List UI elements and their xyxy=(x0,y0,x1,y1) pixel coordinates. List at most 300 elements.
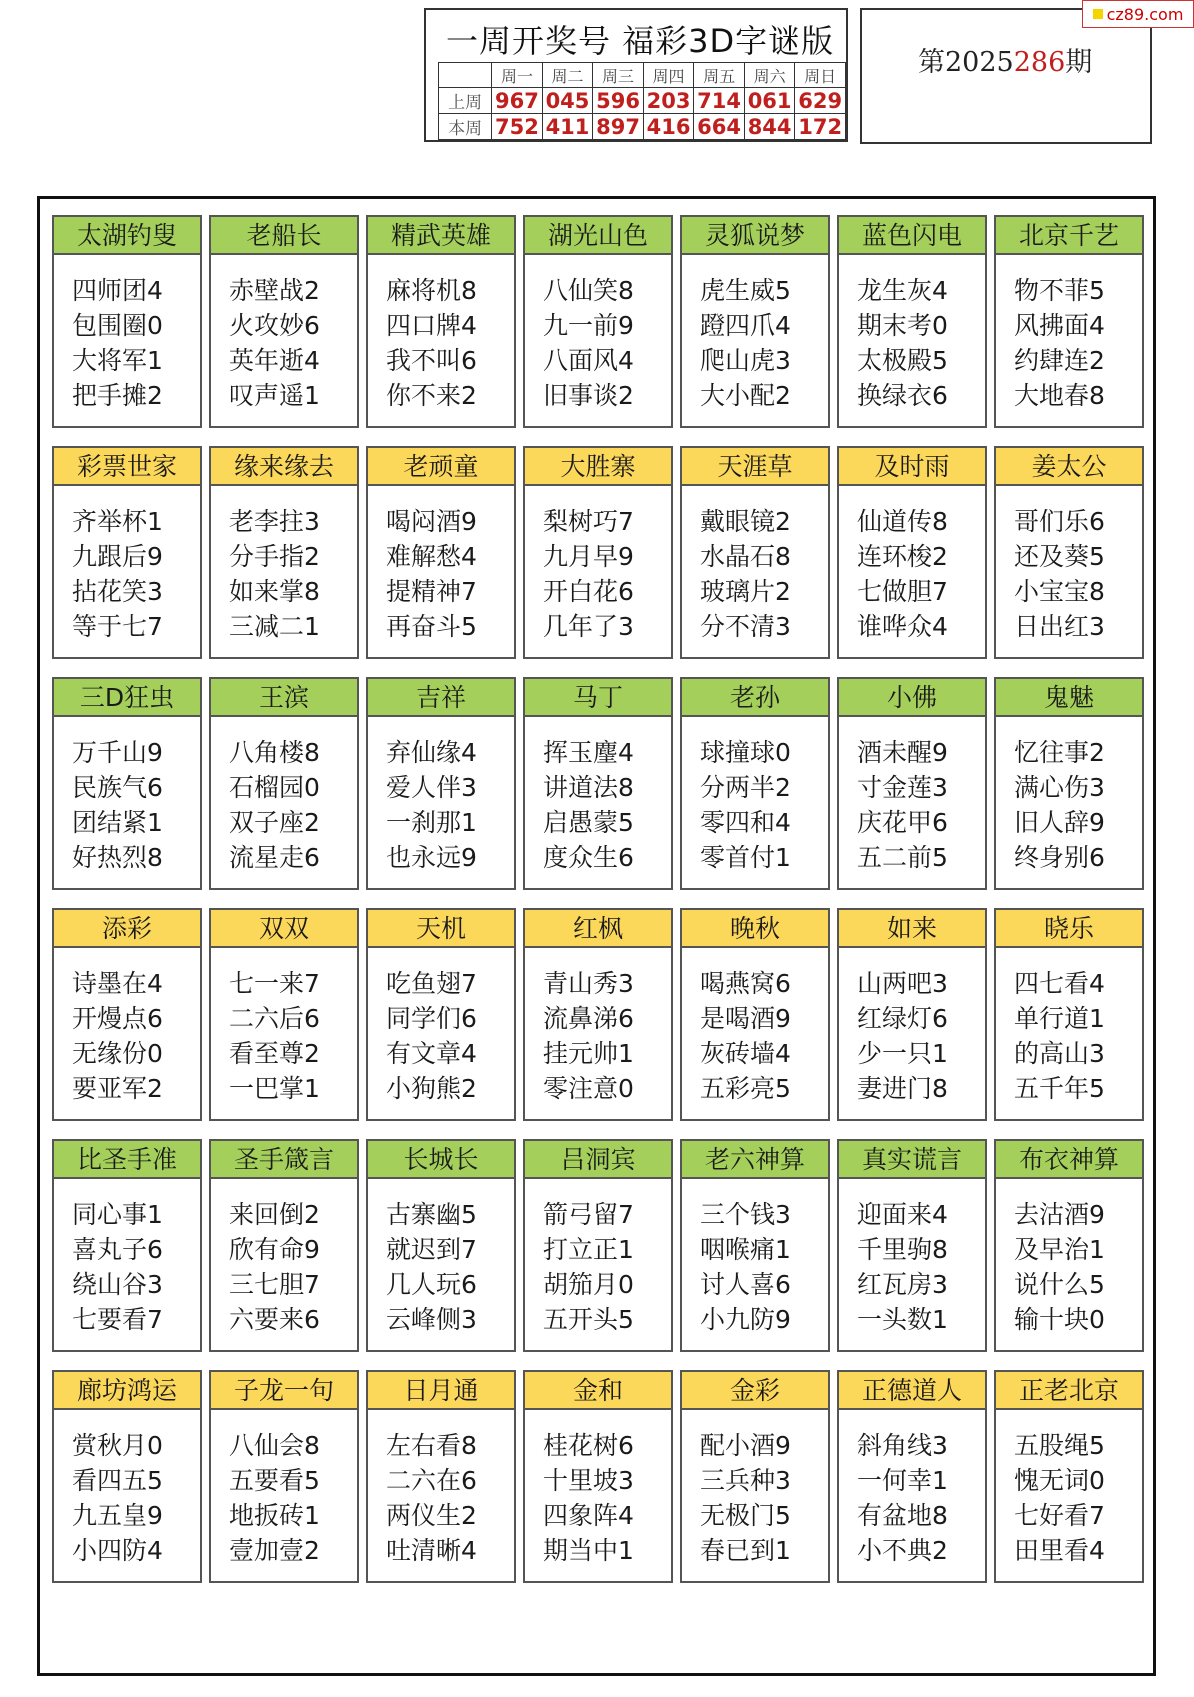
clue-line: 同学们6 xyxy=(386,1004,477,1033)
card-body xyxy=(525,1410,671,1568)
clue-line: 满心伤3 xyxy=(1014,773,1105,802)
puzzle-card xyxy=(994,446,1144,659)
weekday-header-row xyxy=(439,63,846,88)
clue-line: 戴眼镜2 xyxy=(700,507,791,536)
card-title: 真实谎言 xyxy=(839,1141,985,1179)
weekday-header: 周五 xyxy=(694,63,745,88)
puzzle-card xyxy=(209,677,359,890)
clue-line: 我不叫6 xyxy=(386,346,477,375)
puzzle-card xyxy=(366,446,516,659)
puzzle-card xyxy=(680,908,830,1121)
card-body xyxy=(368,1179,514,1337)
clue-line: 爬山虎3 xyxy=(700,346,791,375)
clue-line: 青山秀3 xyxy=(543,969,634,998)
clue-line: 虎生威5 xyxy=(700,276,791,305)
clue-line: 壹加壹2 xyxy=(229,1536,320,1565)
clue-line: 五千年5 xyxy=(1014,1074,1105,1103)
clue-line: 欣有命9 xyxy=(229,1235,320,1264)
card-body xyxy=(54,717,200,875)
puzzle-card xyxy=(523,215,673,428)
clue-line: 小不典2 xyxy=(857,1536,948,1565)
clue-line: 五二前5 xyxy=(857,843,948,872)
clue-line: 启愚蒙5 xyxy=(543,808,634,837)
card-title: 缘来缘去 xyxy=(211,448,357,486)
puzzle-card xyxy=(680,1139,830,1352)
clue-line: 迎面来4 xyxy=(857,1200,948,1229)
puzzle-card xyxy=(837,1370,987,1583)
card-body xyxy=(211,486,357,644)
card-body xyxy=(682,948,828,1106)
clue-line: 你不来2 xyxy=(386,381,477,410)
clue-line: 麻将机8 xyxy=(386,276,477,305)
clue-line: 八角楼8 xyxy=(229,738,320,767)
clue-line: 等于七7 xyxy=(72,612,163,641)
card-body xyxy=(211,717,357,875)
card-body xyxy=(682,1179,828,1337)
card-title: 彩票世家 xyxy=(54,448,200,486)
clue-line: 山两吧3 xyxy=(857,969,948,998)
puzzle-card xyxy=(994,677,1144,890)
card-title: 晓乐 xyxy=(996,910,1142,948)
card-body xyxy=(996,1410,1142,1568)
puzzle-card xyxy=(209,1370,359,1583)
puzzle-card xyxy=(52,446,202,659)
clue-line: 寸金莲3 xyxy=(857,773,948,802)
clue-line: 无极门5 xyxy=(700,1501,791,1530)
puzzle-card xyxy=(994,1139,1144,1352)
draw-number: 596 xyxy=(593,88,644,114)
clue-line: 日出红3 xyxy=(1014,612,1105,641)
issue-box xyxy=(860,8,1152,144)
clue-line: 谁哗众4 xyxy=(857,612,948,641)
card-body xyxy=(368,486,514,644)
draw-number: 967 xyxy=(492,88,543,114)
clue-line: 七好看7 xyxy=(1014,1501,1105,1530)
card-body xyxy=(839,486,985,644)
clue-line: 同心事1 xyxy=(72,1200,163,1229)
weekday-header: 周一 xyxy=(492,63,543,88)
card-body xyxy=(996,255,1142,413)
card-title: 双双 xyxy=(211,910,357,948)
clue-line: 包围圈0 xyxy=(72,311,163,340)
card-body xyxy=(54,1410,200,1568)
card-body xyxy=(211,1410,357,1568)
clue-line: 小宝宝8 xyxy=(1014,577,1105,606)
clue-line: 诗墨在4 xyxy=(72,969,163,998)
puzzle-card xyxy=(680,446,830,659)
clue-line: 少一只1 xyxy=(857,1039,948,1068)
card-title: 长城长 xyxy=(368,1141,514,1179)
clue-line: 玻璃片2 xyxy=(700,577,791,606)
draw-number: 416 xyxy=(643,114,694,140)
header-title-box xyxy=(424,8,848,142)
clue-line: 喜丸子6 xyxy=(72,1235,163,1264)
puzzle-card xyxy=(52,677,202,890)
clue-line: 四口牌4 xyxy=(386,311,477,340)
puzzle-card xyxy=(523,446,673,659)
card-body xyxy=(682,486,828,644)
clue-line: 分两半2 xyxy=(700,773,791,802)
clue-line: 就迟到7 xyxy=(386,1235,477,1264)
card-title: 吕洞宾 xyxy=(525,1141,671,1179)
clue-line: 四七看4 xyxy=(1014,969,1105,998)
card-title: 金彩 xyxy=(682,1372,828,1410)
clue-line: 三兵种3 xyxy=(700,1466,791,1495)
clue-line: 太极殿5 xyxy=(857,346,948,375)
clue-line: 有文章4 xyxy=(386,1039,477,1068)
clue-line: 五开头5 xyxy=(543,1305,634,1334)
card-title: 天涯草 xyxy=(682,448,828,486)
clue-line: 挥玉麈4 xyxy=(543,738,634,767)
card-title: 精武英雄 xyxy=(368,217,514,255)
puzzle-card xyxy=(209,908,359,1121)
weekly-draw-table xyxy=(438,62,846,140)
card-body xyxy=(996,717,1142,875)
card-title: 太湖钓叟 xyxy=(54,217,200,255)
card-title: 天机 xyxy=(368,910,514,948)
card-body xyxy=(996,948,1142,1106)
clue-line: 七做胆7 xyxy=(857,577,948,606)
draw-number: 752 xyxy=(492,114,543,140)
puzzle-card xyxy=(837,215,987,428)
weekday-header: 周二 xyxy=(542,63,593,88)
card-title: 如来 xyxy=(839,910,985,948)
clue-line: 一刹那1 xyxy=(386,808,477,837)
clue-line: 庆花甲6 xyxy=(857,808,948,837)
card-body xyxy=(839,717,985,875)
card-title: 吉祥 xyxy=(368,679,514,717)
clue-line: 来回倒2 xyxy=(229,1200,320,1229)
clue-line: 三七胆7 xyxy=(229,1270,320,1299)
clue-line: 也永远9 xyxy=(386,843,477,872)
clue-line: 叹声遥1 xyxy=(229,381,320,410)
clue-line: 拈花笑3 xyxy=(72,577,163,606)
clue-line: 民族气6 xyxy=(72,773,163,802)
issue-label xyxy=(918,40,1092,79)
page-title: 一周开奖号 福彩3D字谜版 xyxy=(446,22,835,60)
clue-line: 约肆连2 xyxy=(1014,346,1105,375)
puzzle-card xyxy=(994,215,1144,428)
clue-line: 开熳点6 xyxy=(72,1004,163,1033)
clue-line: 弃仙缘4 xyxy=(386,738,477,767)
clue-line: 九跟后9 xyxy=(72,542,163,571)
card-title: 布衣神算 xyxy=(996,1141,1142,1179)
clue-line: 春已到1 xyxy=(700,1536,791,1565)
clue-line: 喝闷酒9 xyxy=(386,507,477,536)
card-title: 蓝色闪电 xyxy=(839,217,985,255)
clue-line: 有盆地8 xyxy=(857,1501,948,1530)
draw-number: 629 xyxy=(795,88,846,114)
site-logo[interactable] xyxy=(1082,0,1194,28)
card-title: 鬼魅 xyxy=(996,679,1142,717)
clue-line: 说什么5 xyxy=(1014,1270,1105,1299)
card-title: 金和 xyxy=(525,1372,671,1410)
clue-line: 五股绳5 xyxy=(1014,1431,1105,1460)
clue-line: 妻进门8 xyxy=(857,1074,948,1103)
clue-line: 一头数1 xyxy=(857,1305,948,1334)
clue-line: 输十块0 xyxy=(1014,1305,1105,1334)
card-body xyxy=(54,948,200,1106)
puzzle-card xyxy=(366,215,516,428)
card-body xyxy=(839,948,985,1106)
clue-line: 把手摊2 xyxy=(72,381,163,410)
card-title: 小佛 xyxy=(839,679,985,717)
puzzle-card xyxy=(209,1139,359,1352)
draw-number: 664 xyxy=(694,114,745,140)
clue-line: 五要看5 xyxy=(229,1466,320,1495)
card-title: 灵狐说梦 xyxy=(682,217,828,255)
clue-line: 期末考0 xyxy=(857,311,948,340)
clue-line: 连环梭2 xyxy=(857,542,948,571)
card-body xyxy=(54,486,200,644)
card-body xyxy=(839,1410,985,1568)
clue-line: 分手指2 xyxy=(229,542,320,571)
clue-line: 终身别6 xyxy=(1014,843,1105,872)
logo-text: cz89.com xyxy=(1106,4,1184,24)
clue-line: 忆往事2 xyxy=(1014,738,1105,767)
puzzle-card xyxy=(523,1139,673,1352)
clue-line: 胡笳月0 xyxy=(543,1270,634,1299)
card-title: 老顽童 xyxy=(368,448,514,486)
clue-line: 老李拄3 xyxy=(229,507,320,536)
card-body xyxy=(54,255,200,413)
clue-line: 箭弓留7 xyxy=(543,1200,634,1229)
clue-line: 火攻妙6 xyxy=(229,311,320,340)
clue-line: 还及葵5 xyxy=(1014,542,1105,571)
clue-line: 期当中1 xyxy=(543,1536,634,1565)
card-title: 正德道人 xyxy=(839,1372,985,1410)
clue-line: 流星走6 xyxy=(229,843,320,872)
row-label: 本周 xyxy=(439,114,492,140)
puzzle-card xyxy=(52,1370,202,1583)
clue-line: 一巴掌1 xyxy=(229,1074,320,1103)
clue-line: 龙生灰4 xyxy=(857,276,948,305)
last-week-row xyxy=(439,88,846,114)
clue-line: 三减二1 xyxy=(229,612,320,641)
clue-line: 难解愁4 xyxy=(386,542,477,571)
card-body xyxy=(996,1179,1142,1337)
puzzle-card xyxy=(994,1370,1144,1583)
clue-line: 及早治1 xyxy=(1014,1235,1105,1264)
card-body xyxy=(682,1410,828,1568)
clue-line: 两仪生2 xyxy=(386,1501,477,1530)
weekday-header: 周三 xyxy=(593,63,644,88)
logo-square-icon xyxy=(1093,9,1103,19)
clue-line: 八仙笑8 xyxy=(543,276,634,305)
clue-line: 桂花树6 xyxy=(543,1431,634,1460)
clue-line: 要亚军2 xyxy=(72,1074,163,1103)
clue-line: 英年逝4 xyxy=(229,346,320,375)
puzzle-card xyxy=(837,677,987,890)
clue-line: 零四和4 xyxy=(700,808,791,837)
clue-line: 几年了3 xyxy=(543,612,634,641)
clue-line: 大地春8 xyxy=(1014,381,1105,410)
card-title: 廊坊鸿运 xyxy=(54,1372,200,1410)
puzzle-card xyxy=(52,1139,202,1352)
clue-line: 大将军1 xyxy=(72,346,163,375)
puzzle-card xyxy=(366,908,516,1121)
draw-number: 411 xyxy=(542,114,593,140)
card-title: 马丁 xyxy=(525,679,671,717)
card-title: 大胜寨 xyxy=(525,448,671,486)
card-title: 老船长 xyxy=(211,217,357,255)
clue-line: 大小配2 xyxy=(700,381,791,410)
clue-line: 二六后6 xyxy=(229,1004,320,1033)
card-body xyxy=(682,255,828,413)
clue-line: 零注意0 xyxy=(543,1074,634,1103)
card-title: 老孙 xyxy=(682,679,828,717)
puzzle-card xyxy=(209,215,359,428)
clue-line: 配小酒9 xyxy=(700,1431,791,1460)
clue-line: 九五皇9 xyxy=(72,1501,163,1530)
clue-line: 爱人伴3 xyxy=(386,773,477,802)
clue-line: 古寨幽5 xyxy=(386,1200,477,1229)
clue-line: 开白花6 xyxy=(543,577,634,606)
clue-line: 的高山3 xyxy=(1014,1039,1105,1068)
weekday-header: 周四 xyxy=(643,63,694,88)
puzzle-card xyxy=(523,1370,673,1583)
clue-line: 如来掌8 xyxy=(229,577,320,606)
clue-line: 赤壁战2 xyxy=(229,276,320,305)
clue-line: 去沽酒9 xyxy=(1014,1200,1105,1229)
clue-line: 喝燕窝6 xyxy=(700,969,791,998)
clue-line: 无缘份0 xyxy=(72,1039,163,1068)
card-title: 红枫 xyxy=(525,910,671,948)
card-title: 晚秋 xyxy=(682,910,828,948)
card-title: 王滨 xyxy=(211,679,357,717)
puzzle-card xyxy=(994,908,1144,1121)
clue-line: 万千山9 xyxy=(72,738,163,767)
puzzle-card xyxy=(366,1370,516,1583)
draw-number: 061 xyxy=(744,88,795,114)
clue-line: 分不清3 xyxy=(700,612,791,641)
clue-line: 换绿衣6 xyxy=(857,381,948,410)
puzzle-card xyxy=(52,215,202,428)
clue-line: 一何幸1 xyxy=(857,1466,948,1495)
clue-line: 蹬四爪4 xyxy=(700,311,791,340)
clue-line: 斜角线3 xyxy=(857,1431,948,1460)
clue-line: 九月早9 xyxy=(543,542,634,571)
clue-line: 水晶石8 xyxy=(700,542,791,571)
card-title: 北京千艺 xyxy=(996,217,1142,255)
puzzle-card xyxy=(680,1370,830,1583)
clue-line: 六要来6 xyxy=(229,1305,320,1334)
card-body xyxy=(525,255,671,413)
card-body xyxy=(996,486,1142,644)
clue-line: 灰砖墙4 xyxy=(700,1039,791,1068)
clue-line: 十里坡3 xyxy=(543,1466,634,1495)
puzzle-card xyxy=(52,908,202,1121)
clue-line: 零首付1 xyxy=(700,843,791,872)
clue-line: 红瓦房3 xyxy=(857,1270,948,1299)
clue-line: 七要看7 xyxy=(72,1305,163,1334)
puzzle-card xyxy=(680,677,830,890)
draw-number: 844 xyxy=(744,114,795,140)
draw-number: 045 xyxy=(542,88,593,114)
issue-prefix: 第2025 xyxy=(918,47,1014,78)
card-body xyxy=(368,1410,514,1568)
issue-suffix: 期 xyxy=(1065,47,1093,78)
clue-line: 哥们乐6 xyxy=(1014,507,1105,536)
draw-number: 897 xyxy=(593,114,644,140)
card-title: 日月通 xyxy=(368,1372,514,1410)
card-body xyxy=(682,717,828,875)
clue-line: 旧人辞9 xyxy=(1014,808,1105,837)
clue-line: 讲道法8 xyxy=(543,773,634,802)
clue-line: 地扳砖1 xyxy=(229,1501,320,1530)
card-title: 添彩 xyxy=(54,910,200,948)
puzzle-card xyxy=(680,215,830,428)
clue-line: 球撞球0 xyxy=(700,738,791,767)
clue-line: 三个钱3 xyxy=(700,1200,791,1229)
card-body xyxy=(211,255,357,413)
puzzle-card xyxy=(523,908,673,1121)
clue-line: 团结紧1 xyxy=(72,808,163,837)
clue-line: 小九防9 xyxy=(700,1305,791,1334)
card-body xyxy=(525,486,671,644)
puzzle-frame xyxy=(37,196,1156,1676)
clue-line: 八面风4 xyxy=(543,346,634,375)
puzzle-card xyxy=(837,1139,987,1352)
clue-line: 旧事谈2 xyxy=(543,381,634,410)
card-title: 子龙一句 xyxy=(211,1372,357,1410)
clue-line: 云峰侧3 xyxy=(386,1305,477,1334)
clue-line: 咽喉痛1 xyxy=(700,1235,791,1264)
clue-line: 千里驹8 xyxy=(857,1235,948,1264)
clue-line: 齐举杯1 xyxy=(72,507,163,536)
card-title: 姜太公 xyxy=(996,448,1142,486)
clue-line: 八仙会8 xyxy=(229,1431,320,1460)
clue-line: 几人玩6 xyxy=(386,1270,477,1299)
card-body xyxy=(525,717,671,875)
clue-line: 看四五5 xyxy=(72,1466,163,1495)
card-title: 比圣手准 xyxy=(54,1141,200,1179)
clue-line: 挂元帅1 xyxy=(543,1039,634,1068)
clue-line: 四象阵4 xyxy=(543,1501,634,1530)
card-body xyxy=(525,948,671,1106)
weekday-header: 周日 xyxy=(795,63,846,88)
card-title: 湖光山色 xyxy=(525,217,671,255)
puzzle-grid xyxy=(52,215,1144,1585)
card-body xyxy=(839,255,985,413)
clue-line: 红绿灯6 xyxy=(857,1004,948,1033)
card-title: 圣手箴言 xyxy=(211,1141,357,1179)
card-body xyxy=(211,948,357,1106)
clue-line: 田里看4 xyxy=(1014,1536,1105,1565)
clue-line: 打立正1 xyxy=(543,1235,634,1264)
clue-line: 九一前9 xyxy=(543,311,634,340)
clue-line: 单行道1 xyxy=(1014,1004,1105,1033)
card-title: 正老北京 xyxy=(996,1372,1142,1410)
puzzle-card xyxy=(837,446,987,659)
puzzle-card xyxy=(366,677,516,890)
draw-number: 203 xyxy=(643,88,694,114)
card-title: 三D狂虫 xyxy=(54,679,200,717)
clue-line: 石榴园0 xyxy=(229,773,320,802)
corner-cell xyxy=(439,63,492,88)
card-title: 老六神算 xyxy=(682,1141,828,1179)
clue-line: 风拂面4 xyxy=(1014,311,1105,340)
draw-number: 172 xyxy=(795,114,846,140)
draw-number: 714 xyxy=(694,88,745,114)
clue-line: 七一来7 xyxy=(229,969,320,998)
clue-line: 小狗熊2 xyxy=(386,1074,477,1103)
clue-line: 再奋斗5 xyxy=(386,612,477,641)
clue-line: 二六在6 xyxy=(386,1466,477,1495)
clue-line: 看至尊2 xyxy=(229,1039,320,1068)
clue-line: 好热烈8 xyxy=(72,843,163,872)
card-body xyxy=(211,1179,357,1337)
